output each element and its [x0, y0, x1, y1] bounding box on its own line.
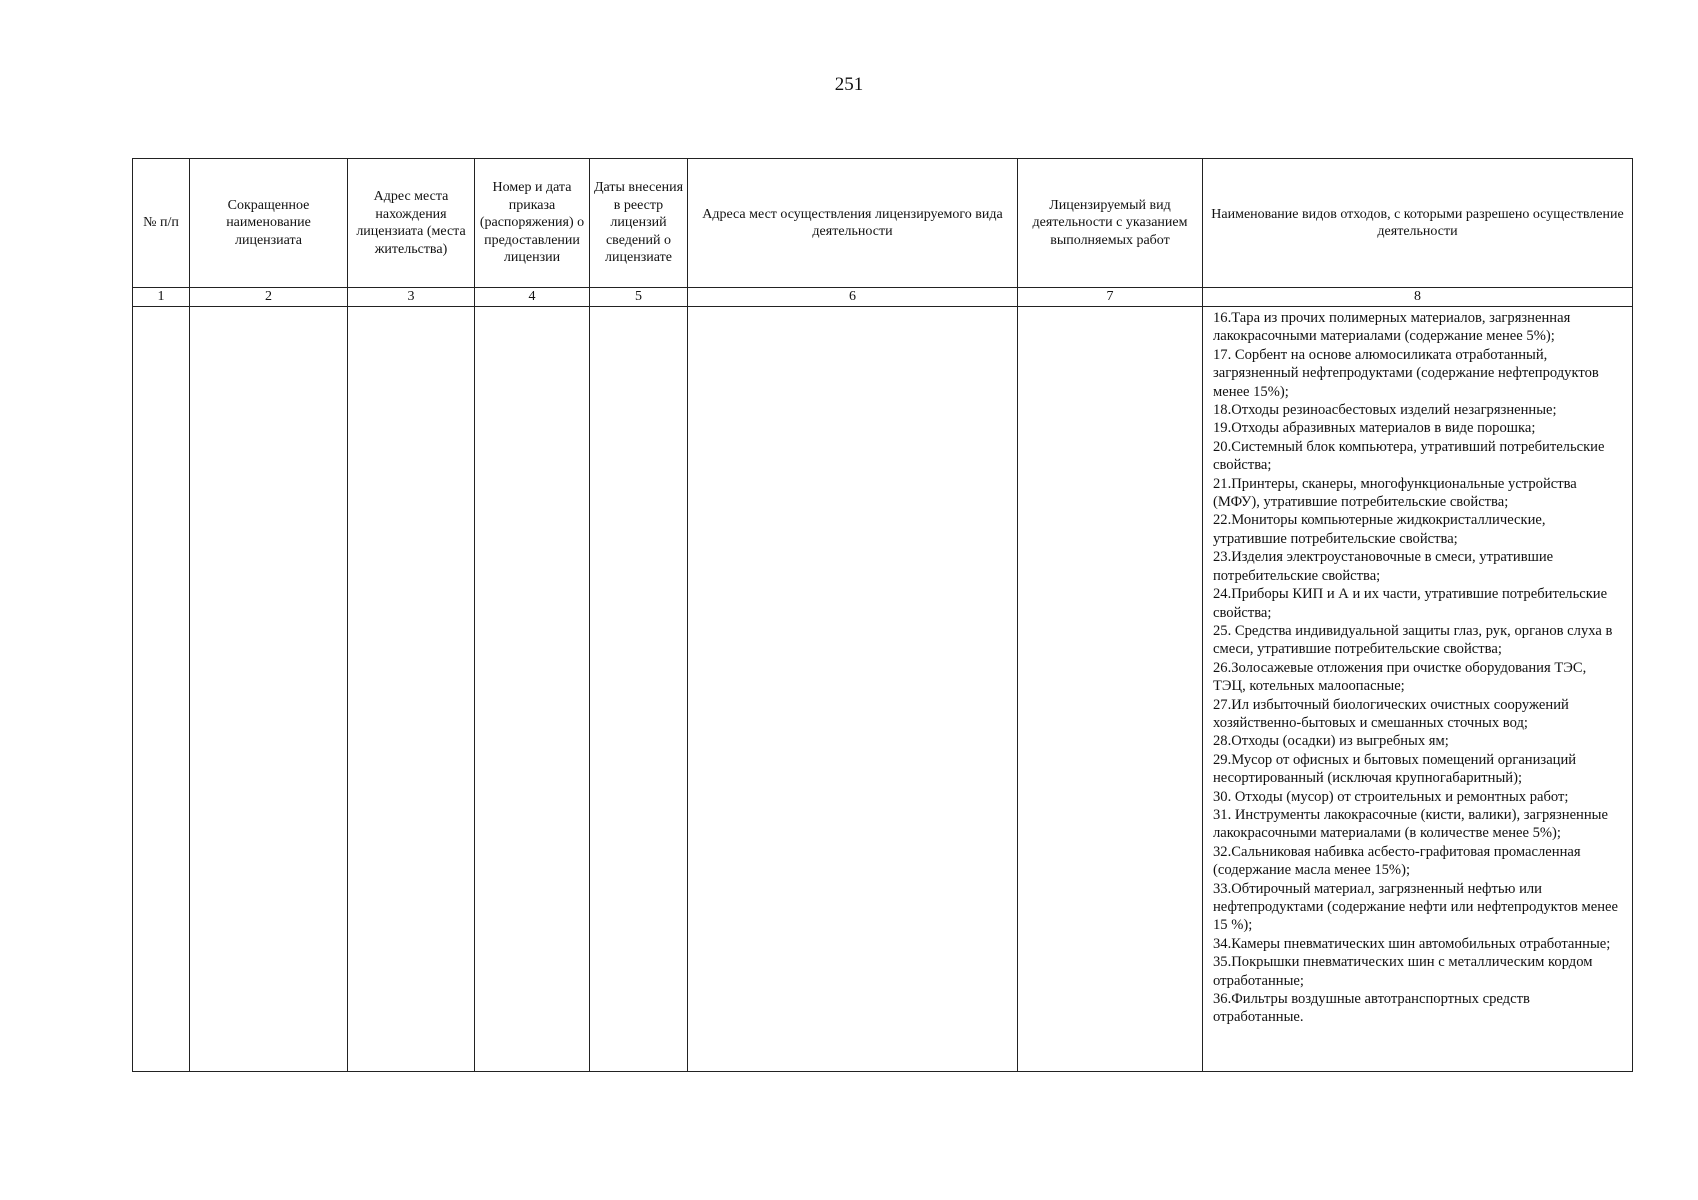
header-activity-addresses: Адреса мест осуществления лицензируемого вида деятельности	[688, 159, 1018, 288]
header-row	[133, 159, 1633, 288]
column-number: 8	[1203, 288, 1633, 307]
license-register-table	[132, 158, 1633, 1072]
header-waste-types: Наименование видов отходов, с которыми разрешено осуществление деятельности	[1203, 159, 1633, 288]
cell-order-number-date	[475, 307, 590, 1072]
column-number: 4	[475, 288, 590, 307]
waste-item: 31. Инструменты лакокрасочные (кисти, валики), загрязненные лакокрасочными материалами (в количестве менее 5%);	[1213, 806, 1608, 842]
header-licensed-activity: Лицензируемый вид деятельности с указанием выполняемых работ	[1018, 159, 1203, 288]
waste-item: 29.Мусор от офисных и бытовых помещений организаций несортированный (исключая крупногабаритный);	[1213, 751, 1577, 787]
column-number: 6	[688, 288, 1018, 307]
cell-licensee-name	[190, 307, 348, 1072]
waste-item: 17. Сорбент на основе алюмосиликата отработанный, загрязненный нефтепродуктами (содержание нефтепродуктов менее 15%);	[1213, 346, 1599, 400]
cell-number	[133, 307, 190, 1072]
waste-item: 21.Принтеры, сканеры, многофункциональные устройства (МФУ), утратившие потребительские свойства;	[1213, 475, 1577, 511]
cell-registry-dates	[590, 307, 688, 1072]
waste-item: 19.Отходы абразивных материалов в виде порошка;	[1213, 420, 1536, 437]
waste-item: 36.Фильтры воздушные автотранспортных средств отработанные.	[1213, 991, 1530, 1026]
cell-licensed-activity	[1018, 307, 1203, 1072]
waste-item: 33.Обтирочный материал, загрязненный нефтью или нефтепродуктами (содержание нефти или нефтепродуктов менее 15 %);	[1213, 880, 1619, 934]
column-number: 7	[1018, 288, 1203, 307]
header-licensee-address: Адрес места нахождения лицензиата (места жительства)	[348, 159, 475, 288]
column-number: 2	[190, 288, 348, 307]
header-number: № п/п	[133, 159, 190, 288]
waste-item: 32.Сальниковая набивка асбесто-графитовая промасленная (содержание масла менее 15%);	[1213, 843, 1581, 879]
page-number: 251	[834, 74, 864, 95]
waste-item: 30. Отходы (мусор) от строительных и ремонтных работ;	[1213, 788, 1569, 805]
waste-item: 24.Приборы КИП и А и их части, утратившие потребительские свойства;	[1213, 586, 1608, 621]
waste-item: 22.Мониторы компьютерные жидкокристаллические, утратившие потребительские свойства;	[1213, 512, 1546, 547]
cell-licensee-address	[348, 307, 475, 1072]
header-registry-dates: Даты внесения в реестр лицензий сведений о лицензиате	[590, 159, 688, 288]
waste-item: 26.Золосажевые отложения при очистке оборудования ТЭС, ТЭЦ, котельных малоопасные;	[1213, 659, 1587, 695]
waste-item: 20.Системный блок компьютера, утративший потребительские свойства;	[1213, 438, 1605, 474]
column-number: 3	[348, 288, 475, 307]
cell-waste-types	[1203, 307, 1633, 1072]
column-number: 1	[133, 288, 190, 307]
waste-item: 25. Средства индивидуальной защиты глаз, рук, органов слуха в смеси, утратившие потребительские свойства;	[1213, 622, 1613, 658]
column-number-row	[133, 288, 1633, 307]
waste-item: 27.Ил избыточный биологических очистных сооружений хозяйственно-бытовых и смешанных сточных вод;	[1213, 696, 1569, 731]
column-number: 5	[590, 288, 688, 307]
waste-item: 16.Тара из прочих полимерных материалов, загрязненная лакокрасочными материалами (содержание менее 5%);	[1213, 310, 1571, 345]
header-order-number-date: Номер и дата приказа (распоряжения) о предоставлении лицензии	[475, 159, 590, 288]
waste-item: 34.Камеры пневматических шин автомобильных отработанные;	[1213, 935, 1611, 952]
waste-item: 28.Отходы (осадки) из выгребных ям;	[1213, 733, 1449, 750]
cell-activity-addresses	[688, 307, 1018, 1072]
header-licensee-name: Сокращенное наименование лицензиата	[190, 159, 348, 288]
waste-item: 18.Отходы резиноасбестовых изделий незагрязненные;	[1213, 402, 1557, 419]
waste-item: 23.Изделия электроустановочные в смеси, утратившие потребительские свойства;	[1213, 549, 1554, 584]
waste-item: 35.Покрышки пневматических шин с металлическим кордом отработанные;	[1213, 954, 1593, 989]
table-row	[133, 307, 1633, 1072]
